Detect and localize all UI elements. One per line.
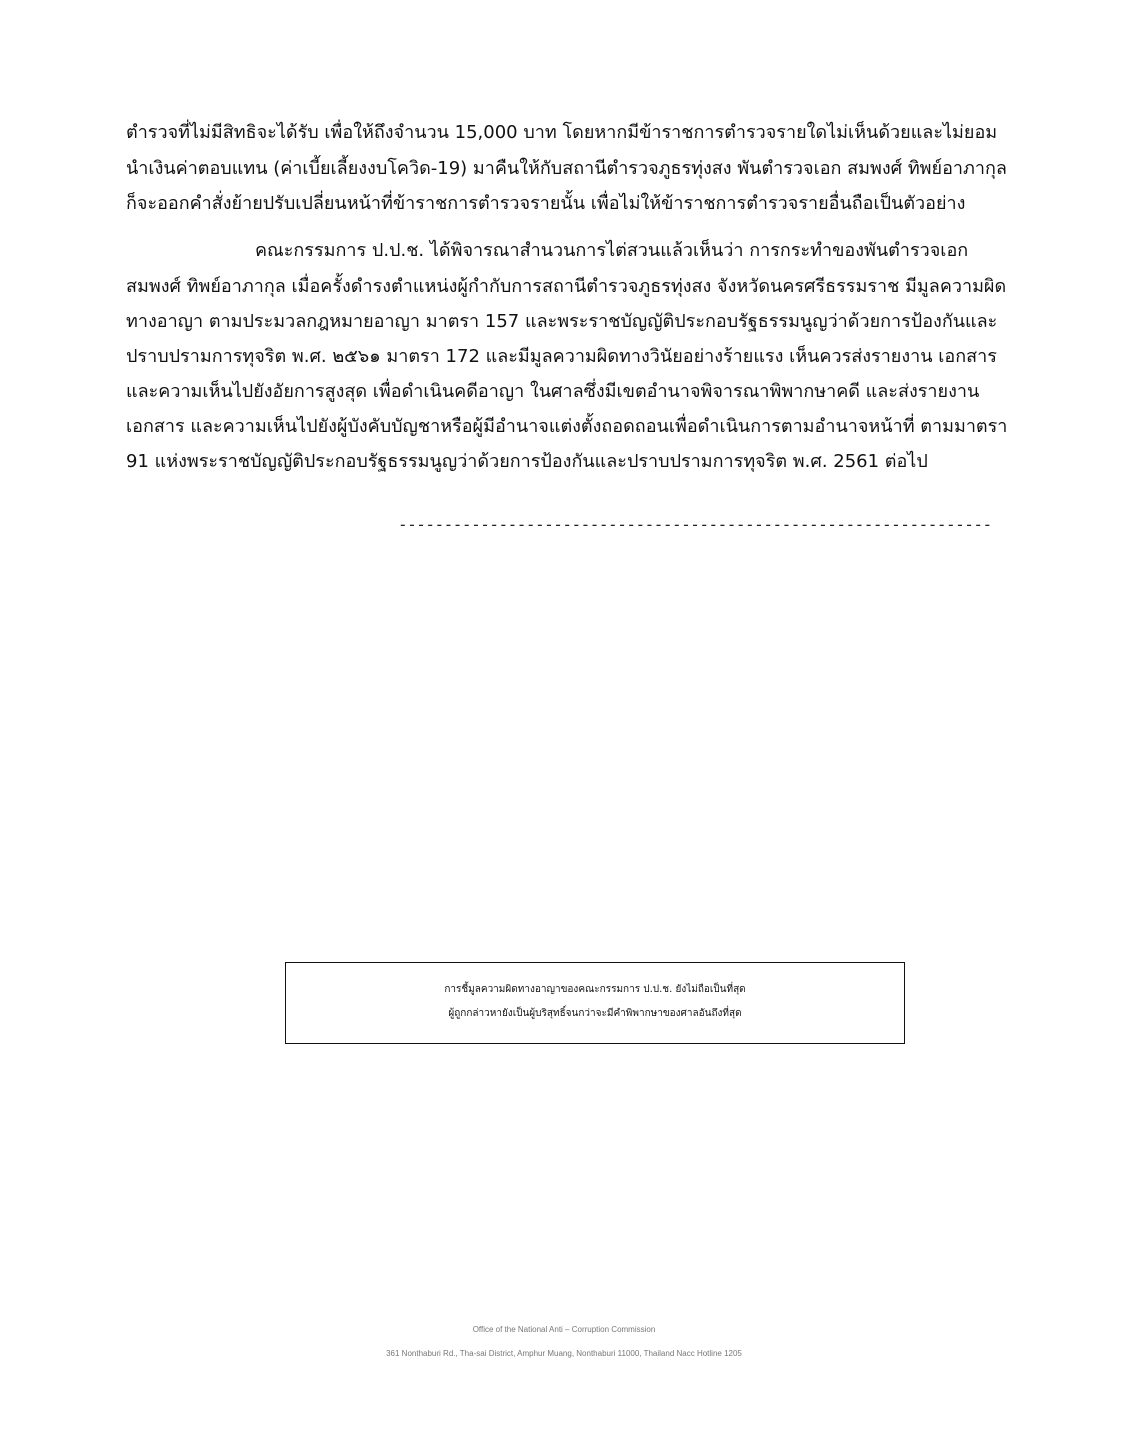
footer-address: 361 Nonthaburi Rd., Tha-sai District, Amphur Muang, Nonthaburi 11000, Thailand Nacc Hotline 1205 [386, 1349, 742, 1358]
paragraph-2-line: สมพงศ์ ทิพย์อาภากุล เมื่อครั้งดำรงตำแหน่งผู้กำกับการสถานีตำรวจภูธรทุ่งสง จังหวัดนครศรีธรรมราช มีมูลความผิด [126, 276, 1007, 297]
paragraph-2-line: ทางอาญา ตามประมวลกฎหมายอาญา มาตรา 157 และพระราชบัญญัติประกอบรัฐธรรมนูญว่าด้วยการป้องกันและ [126, 311, 998, 332]
paragraph-2-line: ปราบปรามการทุจริต พ.ศ. ๒๕๖๑ มาตรา 172 และมีมูลความผิดทางวินัยอย่างร้ายแรง เห็นควรส่งรายงาน เอกสาร [126, 346, 997, 367]
paragraph-2-line: เอกสาร และความเห็นไปยังผู้บังคับบัญชาหรือผู้มีอำนาจแต่งตั้งถอดถอนเพื่อดำเนินการตามอำนาจหน้าที่ ตามมาตรา [126, 416, 1008, 437]
paragraph-2-line: และความเห็นไปยังอัยการสูงสุด เพื่อดำเนินคดีอาญา ในศาลซึ่งมีเขตอำนาจพิจารณาพิพากษาคดี และส่งรายงาน [126, 381, 980, 402]
paragraph-1-line: ตำรวจที่ไม่มีสิทธิจะได้รับ เพื่อให้ถึงจำนวน 15,000 บาท โดยหากมีข้าราชการตำรวจรายใดไม่เห็นด้วยและไม่ยอม [126, 122, 998, 143]
notice-line: การชี้มูลความผิดทางอาญาของคณะกรรมการ ป.ป.ช. ยังไม่ถือเป็นที่สุด [444, 984, 746, 995]
paragraph-2-line: คณะกรรมการ ป.ป.ช. ได้พิจารณาสำนวนการไต่สวนแล้วเห็นว่า การกระทำของพันตำรวจเอก [255, 240, 969, 261]
paragraph-2-line: 91 แห่งพระราชบัญญัติประกอบรัฐธรรมนูญว่าด้วยการป้องกันและปราบปรามการทุจริต พ.ศ. 2561 ต่อไป [126, 451, 928, 472]
section-separator: ----------------------------------------------------------------- [398, 515, 992, 534]
notice-line: ผู้ถูกกล่าวหายังเป็นผู้บริสุทธิ์จนกว่าจะมีคำพิพากษาของศาลอันถึงที่สุด [448, 1008, 742, 1019]
disclaimer-notice-box [285, 962, 905, 1044]
paragraph-1-line: ก็จะออกคำสั่งย้ายปรับเปลี่ยนหน้าที่ข้าราชการตำรวจรายนั้น เพื่อไม่ให้ข้าราชการตำรวจรายอื่นถือเป็นตัวอย่าง [126, 193, 966, 214]
footer-organization: Office of the National Anti – Corruption Commission [472, 1325, 656, 1334]
paragraph-1-line: นำเงินค่าตอบแทน (ค่าเบี้ยเลี้ยงงบโควิด-19) มาคืนให้กับสถานีตำรวจภูธรทุ่งสง พันตำรวจเอก สมพงศ์ ทิพย์อาภากุล [126, 158, 1007, 179]
